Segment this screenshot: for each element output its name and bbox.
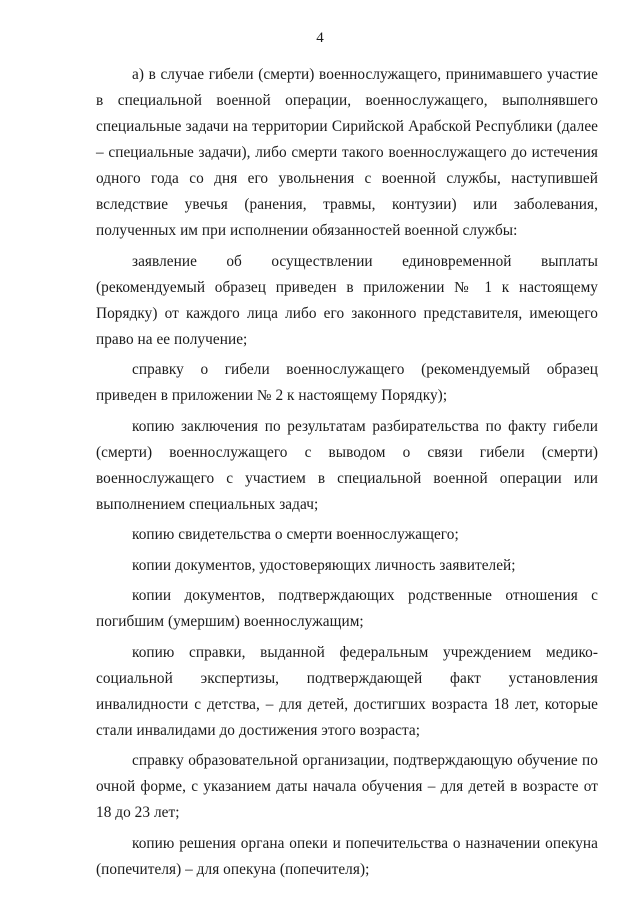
paragraph-disability-certificate: копию справки, выданной федеральным учреждением медико-социальной экспертизы, подтверждающей факт установления инвалидности с детства, – для детей, достигших возраста 18 лет, которые стали инвалидами до достижения этого возраста; xyxy=(96,643,598,739)
paragraph-guardianship-decision: копию решения органа опеки и попечительства о назначении опекуна (попечителя) – для опекуна (попечителя); xyxy=(96,834,598,878)
paragraph-death-certificate-copy: копию свидетельства о смерти военнослужащего; xyxy=(132,526,459,543)
paragraph-kinship-documents: копии документов, подтверждающих родственные отношения с погибшим (умершим) военнослужащим; xyxy=(96,587,598,630)
paragraph-identity-documents: копии документов, удостоверяющих личность заявителей; xyxy=(132,556,516,574)
paragraph-death-certificate-reference: справку о гибели военнослужащего (рекомендуемый образец приведен в приложении № 2 к настоящему Порядку); xyxy=(96,361,598,404)
paragraph-investigation-conclusion: копию заключения по результатам разбирательства по факту гибели (смерти) военнослужащего с выводом о связи гибели (смерти) военнослужащего с участием в специальной военной операции или выполнением специальных задач; xyxy=(96,417,598,513)
page-number: 4 xyxy=(316,30,324,46)
paragraph-application: заявление об осуществлении единовременной выплаты (рекомендуемый образец приведен в приложении № 1 к настоящему Порядку) от каждого лица либо его законного представителя, имеющего право на ее получение; xyxy=(96,252,598,348)
paragraph-education-certificate: справку образовательной организации, подтверждающую обучение по очной форме, с указанием даты начала обучения – для детей в возрасте от 18 до 23 лет; xyxy=(96,752,598,821)
document-body xyxy=(96,62,598,887)
paragraph-subitem-a: а) в случае гибели (смерти) военнослужащего, принимавшего участие в специальной военной операции, военнослужащего, выполнявшего специальные задачи на территории Сирийской Арабской Республики (далее – специальные задачи), либо смерти такого военнослужащего до истечения одного года со дня его увольнения с военной службы, наступившей вследствие увечья (ранения, травмы, контузии) или заболевания, полученных им при исполнении обязанностей военной службы: xyxy=(96,66,598,239)
